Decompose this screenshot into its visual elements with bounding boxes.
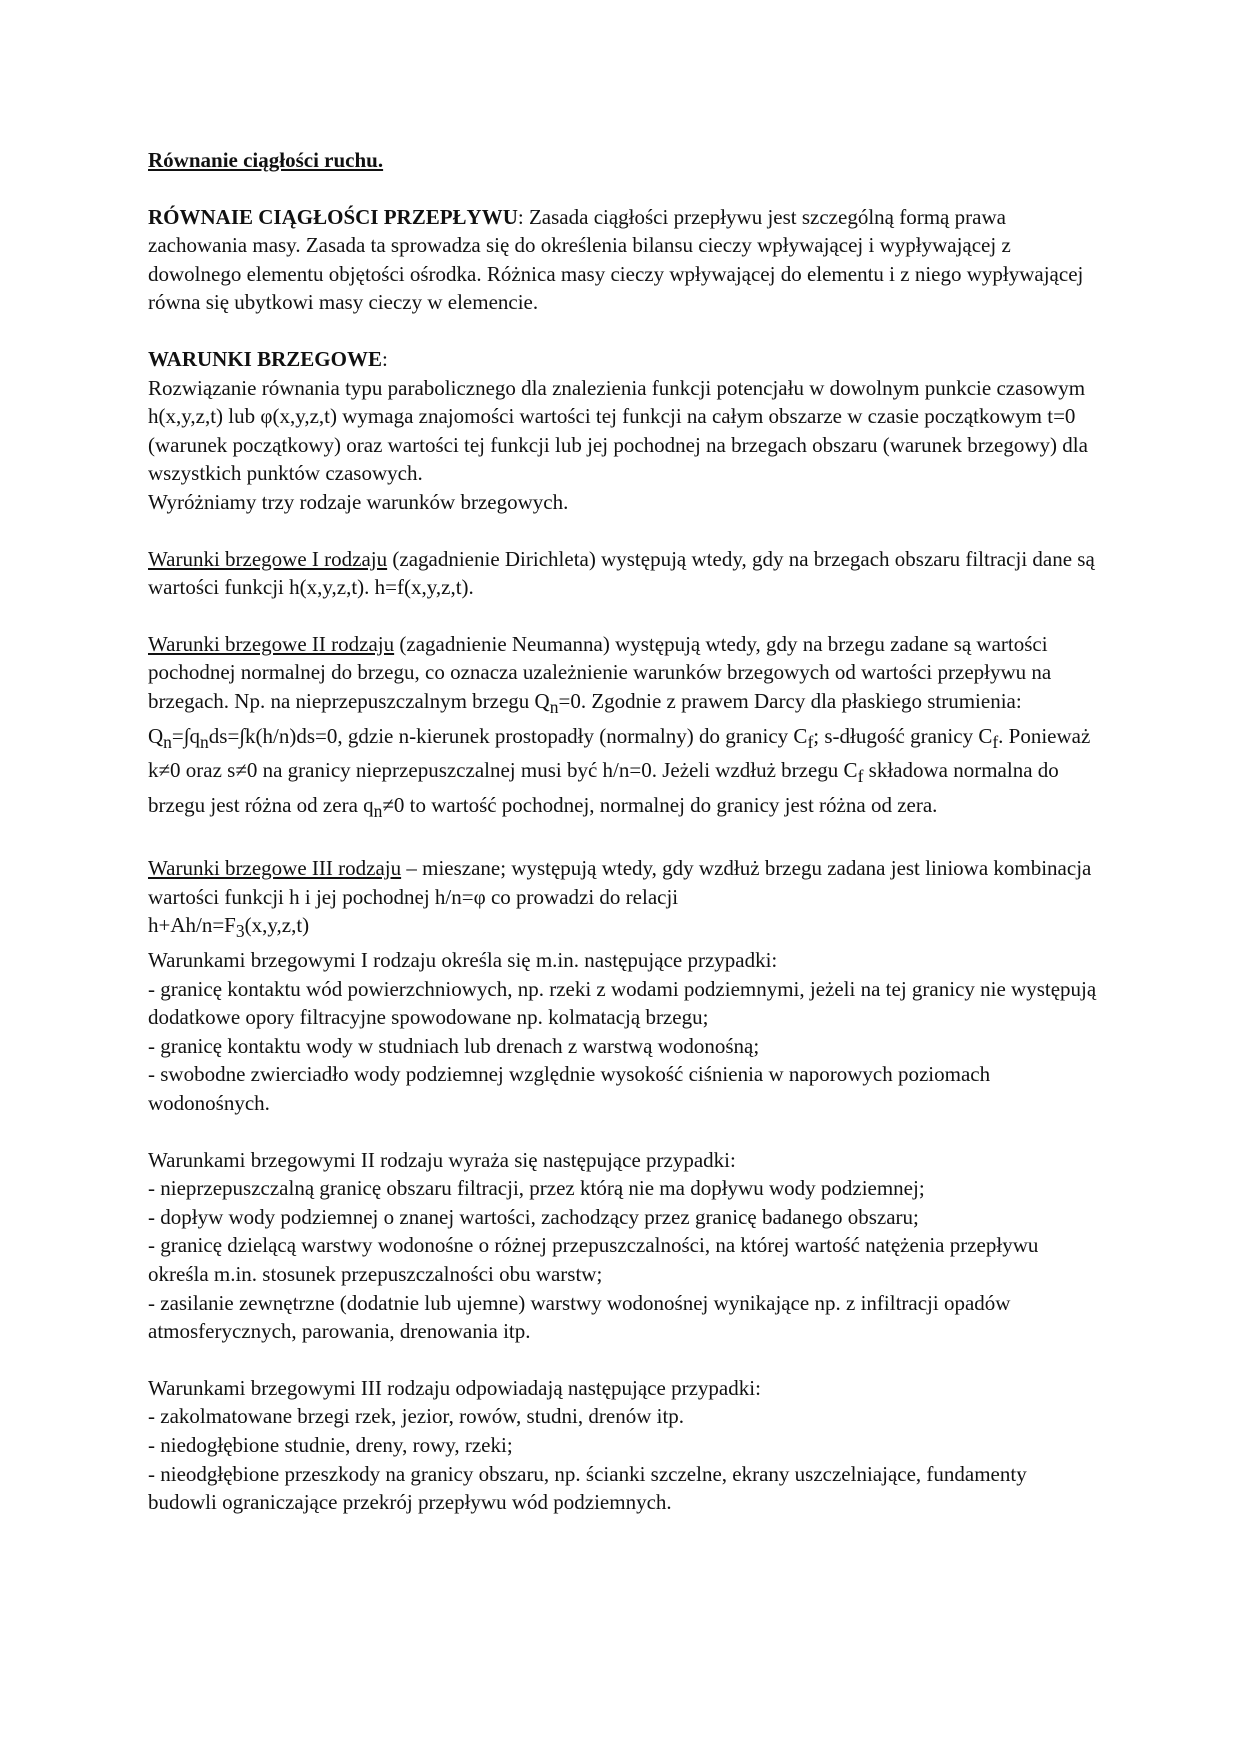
type2-text-h: ≠0 to wartość pochodnej, normalnej do granicy jest różna od zera.	[382, 793, 938, 818]
cases2-item: - nieprzepuszczalną granicę obszaru filtracji, przez którą nie ma dopływu wody podziemnej;	[148, 1176, 925, 1201]
type2-paragraph	[148, 630, 1098, 826]
type2-text-a: (zagadnienie Neumanna) występują wtedy, gdy na brzegu zadane są wartości pochodnej normalnej do brzegu, co oznacza uzależnienie warunków brzegowych od wartości przepływu na brzegach. Np. na nieprzepuszczalnym brzegu Q	[148, 631, 1052, 713]
type1-label: Warunki brzegowe I rodzaju	[148, 546, 388, 571]
subscript-n: n	[200, 731, 209, 752]
type3-text: – mieszane; występują wtedy, gdy wzdłuż brzegu zadana jest liniowa kombinacja wartości funkcji h i jej pochodnej h/n=φ co prowadzi do relacji	[148, 856, 1092, 909]
subscript-n: n	[163, 731, 172, 752]
cases2-item: - dopływ wody podziemnej o znanej wartości, zachodzący przez granicę badanego obszaru;	[148, 1204, 919, 1229]
cases3-item: - zakolmatowane brzegi rzek, jezior, rowów, studni, drenów itp.	[148, 1404, 685, 1429]
boundary-conditions-heading-suffix: :	[381, 346, 388, 371]
type3-formula	[148, 911, 1098, 946]
type2-text-e: ; s-długość granicy C	[813, 723, 993, 748]
document-page	[148, 146, 1098, 1517]
cases1-intro: Warunkami brzegowymi I rodzaju określa się m.in. następujące przypadki:	[148, 948, 778, 972]
cases3-item: - nieodgłębione przeszkody na granicy obszaru, np. ścianki szczelne, ekrany uszczelniające, fundamenty budowli ograniczające przekrój przepływu wód podziemnych.	[148, 1461, 1027, 1515]
type2-text-d: ds=∫k(h/n)ds=0, gdzie n-kierunek prostopadły (normalny) do granicy C	[208, 723, 808, 748]
boundary-conditions-heading: WARUNKI BRZEGOWE	[148, 346, 382, 371]
type2-text-b: =0. Zgodnie z prawem Darcy dla płaskiego strumienia: Q	[148, 688, 1022, 748]
subscript-n: n	[373, 801, 383, 822]
boundary-conditions-types-note: Wyróżniamy trzy rodzaje warunków brzegowych.	[148, 489, 569, 514]
formula-part-b: (x,y,z,t)	[244, 913, 310, 938]
cases3-intro: Warunkami brzegowymi III rodzaju odpowiadają następujące przypadki:	[148, 1375, 761, 1400]
subscript-n: n	[549, 697, 559, 718]
continuity-text: : Zasada ciągłości przepływu jest szczególną formą prawa zachowania masy. Zasada ta sprowadza się do określenia bilansu cieczy wpływającej i wypływającej z dowolnego elementu objętości ośrodka. Różnica masy cieczy wpływającej do elementu i z niego wypływającej równa się ubytkowi masy cieczy w elemencie.	[148, 204, 1084, 315]
boundary-conditions-intro: Rozwiązanie równania typu parabolicznego dla znalezienia funkcji potencjału w dowolnym punkcie czasowym h(x,y,z,t) lub φ(x,y,z,t) wymaga znajomości wartości tej funkcji na całym obszarze w czasie początkowym t=0 (warunek początkowy) oraz wartości tej funkcji lub jej pochodnej na brzegach obszaru (warunek brzegowy) dla wszystkich punktów czasowych.	[148, 375, 1088, 486]
subscript-f: f	[807, 731, 814, 752]
boundary-conditions-heading-line	[148, 345, 1098, 374]
cases2-intro: Warunkami brzegowymi II rodzaju wyraża się następujące przypadki:	[148, 1147, 736, 1172]
cases1-item: - granicę kontaktu wód powierzchniowych, np. rzeki z wodami podziemnymi, jeżeli na tej granicy nie występują dodatkowe opory filtracyjne spowodowane np. kolmatacją brzegu;	[148, 976, 1097, 1030]
subscript-f: f	[992, 731, 999, 752]
type1-paragraph	[148, 545, 1098, 602]
formula-part-a: h+Ah/n=F	[148, 913, 236, 938]
type2-label: Warunki brzegowe II rodzaju	[148, 631, 395, 656]
subscript-f: f	[857, 766, 864, 787]
type2-text-c: =∫q	[171, 723, 201, 748]
cases2-item: - zasilanie zewnętrzne (dodatnie lub ujemne) warstwy wodonośnej wynikające np. z infiltracji opadów atmosferycznych, parowania, drenowania itp.	[148, 1290, 1011, 1344]
document-title: Równanie ciągłości ruchu.	[148, 148, 384, 172]
type2-text-g: składowa normalna do brzegu jest różna od zera q	[148, 758, 1059, 818]
continuity-heading: RÓWNAIE CIĄGŁOŚCI PRZEPŁYWU	[148, 204, 518, 229]
type2-text-f: . Ponieważ k≠0 oraz s≠0 na granicy nieprzepuszczalnej musi być h/n=0. Jeżeli wzdłuż brzegu C	[148, 723, 1091, 783]
formula-subscript: 3	[235, 921, 245, 942]
continuity-paragraph	[148, 203, 1098, 317]
cases3-item: - niedogłębione studnie, dreny, rowy, rzeki;	[148, 1432, 513, 1457]
cases2-item: - granicę dzielącą warstwy wodonośne o różnej przepuszczalności, na której wartość natężenia przepływu określa m.in. stosunek przepuszczalności obu warstw;	[148, 1233, 1039, 1286]
type3-paragraph	[148, 854, 1098, 911]
type1-text: (zagadnienie Dirichleta) występują wtedy, gdy na brzegach obszaru filtracji dane są wartości funkcji h(x,y,z,t). h=f(x,y,z,t).	[148, 546, 1095, 600]
cases1-item: - granicę kontaktu wody w studniach lub drenach z warstwą wodonośną;	[148, 1033, 760, 1058]
type3-label: Warunki brzegowe III rodzaju	[148, 856, 402, 881]
cases1-item: - swobodne zwierciadło wody podziemnej względnie wysokość ciśnienia w naporowych poziomach wodonośnych.	[148, 1062, 991, 1115]
